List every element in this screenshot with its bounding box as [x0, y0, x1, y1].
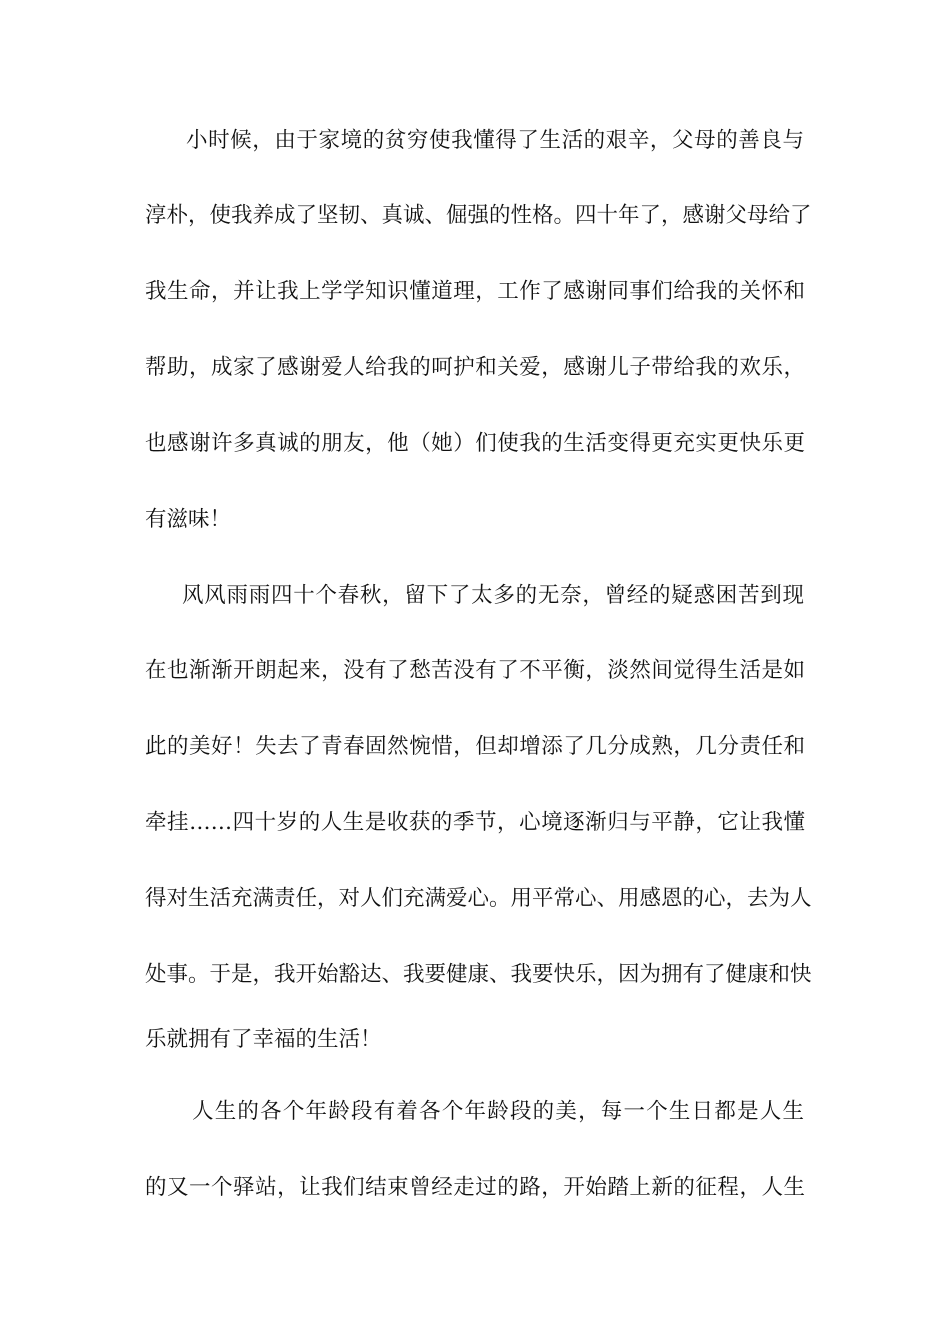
- paragraph-1-line-1: 小时候，由于家境的贫穷使我懂得了生活的艰辛，父母的善良与: [186, 128, 804, 153]
- paragraph-1-line-3: 我生命，并让我上学学知识懂道理，工作了感谢同事们给我的关怀和: [145, 279, 805, 304]
- paragraph-2-line-1: 风风雨雨四十个春秋，留下了太多的无奈，曾经的疑惑困苦到现: [182, 583, 804, 608]
- paragraph-2-line-7: 乐就拥有了幸福的生活！: [145, 1027, 382, 1052]
- paragraph-1-line-4: 帮助，成家了感谢爱人给我的呵护和关爱，感谢儿子带给我的欢乐，: [145, 355, 805, 380]
- paragraph-1-line-5: 也感谢许多真诚的朋友，他（她）们使我的生活变得更充实更快乐更: [145, 431, 805, 456]
- paragraph-2-line-5: 得对生活充满责任，对人们充满爱心。用平常心、用感恩的心，去为人: [145, 886, 812, 911]
- paragraph-2-line-6: 处事。于是，我开始豁达、我要健康、我要快乐，因为拥有了健康和快: [145, 962, 812, 987]
- paragraph-2-line-2: 在也渐渐开朗起来，没有了愁苦没有了不平衡，淡然间觉得生活是如: [145, 658, 805, 683]
- paragraph-2-line-3: 此的美好！失去了青春固然惋惜，但却增添了几分成熟，几分责任和: [145, 734, 805, 759]
- paragraph-2-line-4: 牵挂……四十岁的人生是收获的季节，心境逐渐归与平静，它让我懂: [145, 810, 805, 835]
- paragraph-3-line-1: 人生的各个年龄段有着各个年龄段的美，每一个生日都是人生: [192, 1099, 804, 1124]
- paragraph-1-line-2: 淳朴，使我养成了坚韧、真诚、倔强的性格。四十年了，感谢父母给了: [145, 203, 812, 228]
- paragraph-3-line-2: 的又一个驿站，让我们结束曾经走过的路，开始踏上新的征程，人生: [145, 1175, 805, 1200]
- paragraph-1-line-6: 有滋味！: [145, 507, 232, 532]
